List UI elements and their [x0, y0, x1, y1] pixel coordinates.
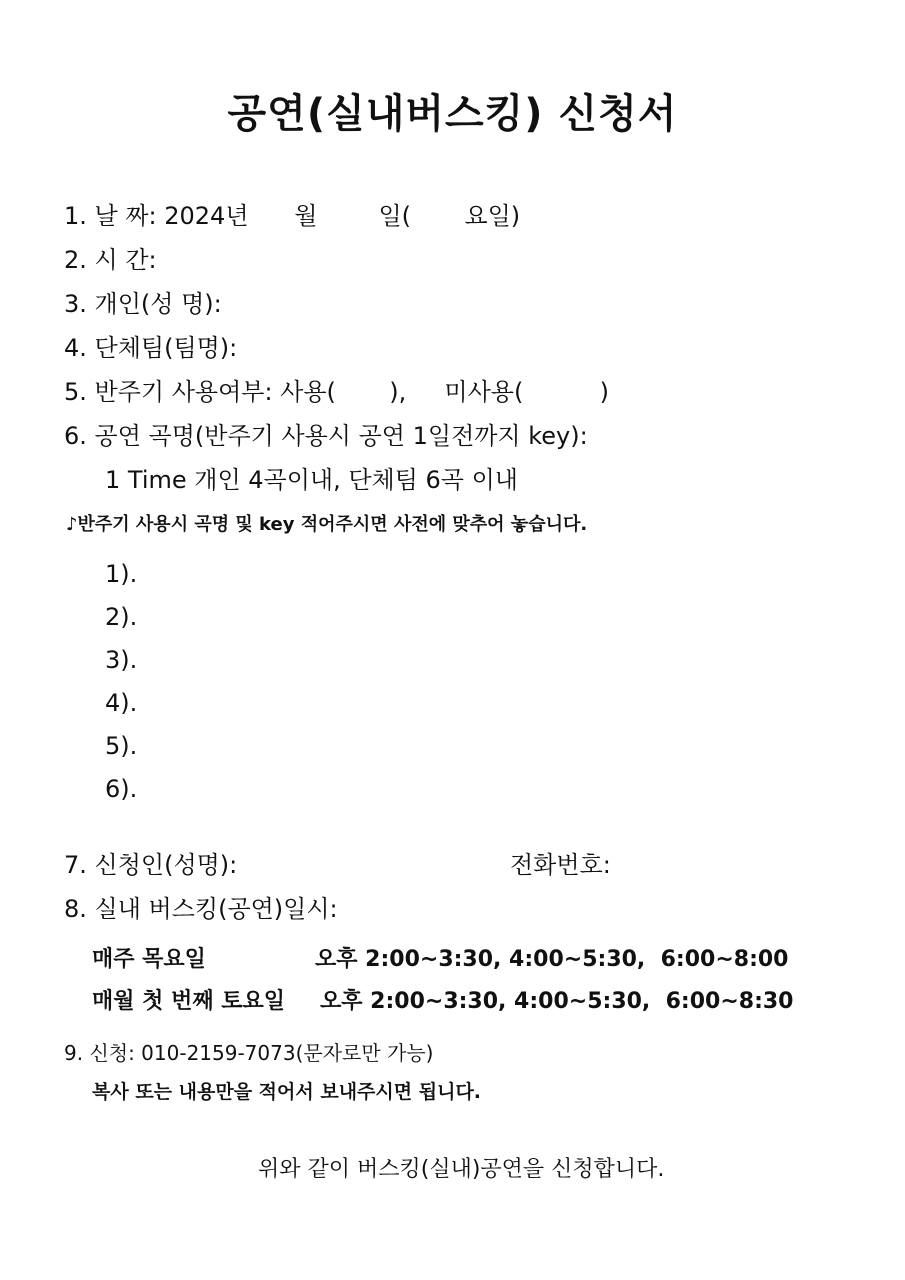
apply-contact: 9. 신청: 010-2159-7073(문자로만 가능) — [64, 1041, 434, 1065]
page-title: 공연(실내버스킹) 신청서 — [227, 91, 678, 137]
accompaniment-note: ♪반주기 사용시 곡명 및 key 적어주시면 사전에 맞추어 놓습니다. — [66, 514, 588, 535]
schedule-label: 8. 실내 버스킹(공연)일시: — [64, 895, 338, 923]
schedule-day: 매주 목요일 — [92, 947, 206, 972]
song-item: 2). — [105, 603, 138, 631]
song-item: 6). — [105, 775, 138, 803]
date-field: 1. 날 짜: 2024년 월 일( 요일) — [64, 202, 521, 230]
individual-name-field: 3. 개인(성 명): — [64, 290, 222, 318]
schedule-times: 오후 2:00~3:30, 4:00~5:30, 6:00~8:30 — [320, 989, 794, 1014]
song-item: 3). — [105, 646, 138, 674]
schedule-times: 오후 2:00~3:30, 4:00~5:30, 6:00~8:00 — [315, 947, 789, 972]
songs-limit-text: 1 Time 개인 4곡이내, 단체팀 6곡 이내 — [105, 466, 518, 494]
song-item: 5). — [105, 732, 138, 760]
applicant-field: 7. 신청인(성명): — [64, 851, 238, 879]
songs-field: 6. 공연 곡명(반주기 사용시 공연 1일전까지 key): — [64, 422, 588, 450]
phone-field: 전화번호: — [510, 851, 611, 879]
accompaniment-field: 5. 반주기 사용여부: 사용( ), 미사용( ) — [64, 378, 609, 406]
apply-note: 복사 또는 내용만을 적어서 보내주시면 됩니다. — [92, 1081, 482, 1103]
song-item: 4). — [105, 689, 138, 717]
song-item: 1). — [105, 560, 138, 588]
closing-statement: 위와 같이 버스킹(실내)공연을 신청합니다. — [258, 1157, 665, 1182]
time-field: 2. 시 간: — [64, 246, 157, 274]
team-name-field: 4. 단체팀(팀명): — [64, 334, 238, 362]
schedule-day: 매월 첫 번째 토요일 — [92, 989, 285, 1014]
